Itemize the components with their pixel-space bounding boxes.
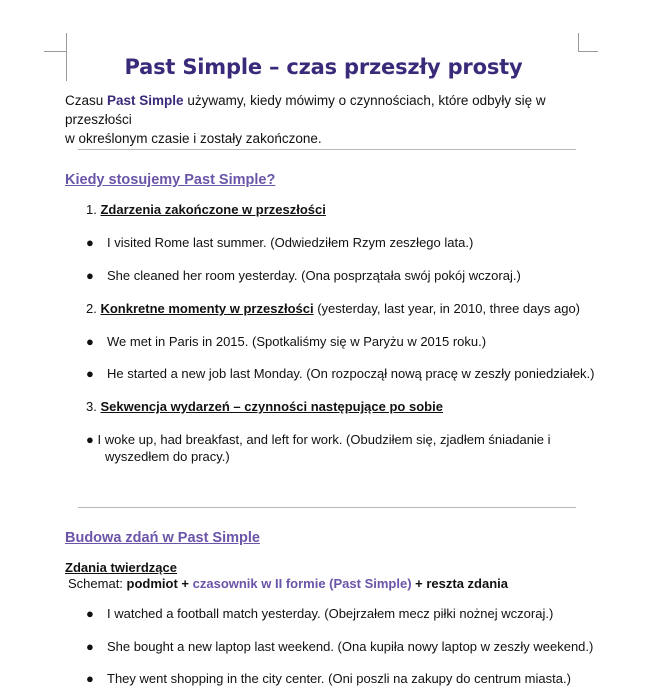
list-item-3-number: 3. — [86, 399, 101, 414]
structure-example-3-text: They went shopping in the city center. (Oni poszli na zakupy do centrum miasta.) — [107, 671, 571, 686]
section-heading-usage: Kiedy stosujemy Past Simple? — [65, 172, 276, 188]
page-title: Past Simple – czas przeszły prosty — [124, 55, 523, 79]
schema-plus-2: + — [411, 576, 427, 591]
list-item-2-extra: (yesterday, last year, in 2010, three days ago) — [313, 301, 580, 316]
example-2a — [86, 334, 486, 349]
intro-prefix: Czasu — [65, 93, 108, 108]
list-item-1-label: Zdarzenia zakończone w przeszłości — [100, 202, 326, 217]
list-item-2 — [86, 301, 580, 316]
example-2b-text: He started a new job last Monday. (On rozpoczął nową pracę w zeszły poniedziałek.) — [107, 366, 595, 381]
example-2b — [86, 366, 595, 381]
bullet-icon: ● — [86, 671, 94, 686]
structure-example-1 — [86, 606, 553, 621]
intro-term: Past Simple — [107, 93, 184, 108]
list-item-3 — [86, 399, 443, 414]
structure-example-1-text: I watched a football match yesterday. (Obejrzałem mecz piłki nożnej wczoraj.) — [107, 606, 554, 621]
schema-label: Schemat: — [68, 576, 127, 591]
intro-line2: w określonym czasie i zostały zakończone. — [65, 131, 322, 146]
structure-example-2 — [86, 639, 593, 654]
bullet-icon: ● — [86, 639, 94, 654]
crop-mark-right-horizontal — [578, 51, 598, 52]
intro-line1-rest: używamy, kiedy mówimy o czynnościach, które odbyły się w przeszłości — [65, 93, 546, 127]
divider-2 — [78, 507, 576, 508]
bullet-icon: ● — [86, 235, 94, 250]
intro-paragraph — [65, 91, 605, 148]
subheading-affirmative: Zdania twierdzące — [65, 560, 177, 575]
schema-verb: czasownik w II formie (Past Simple) — [192, 576, 412, 591]
list-item-1 — [86, 202, 326, 217]
bullet-icon: ● — [86, 334, 94, 349]
divider-1 — [78, 149, 576, 150]
list-item-2-number: 2. — [86, 301, 101, 316]
schema-line — [68, 576, 508, 591]
example-1a-text: I visited Rome last summer. (Odwiedziłem Rzym zeszłego lata.) — [107, 235, 474, 250]
structure-example-3 — [86, 671, 571, 686]
list-item-2-label: Konkretne momenty w przeszłości — [100, 301, 314, 316]
example-3-line1 — [86, 432, 551, 447]
list-item-1-number: 1. — [86, 202, 101, 217]
bullet-icon: ● — [86, 268, 94, 283]
example-1a — [86, 235, 473, 250]
list-item-3-label: Sekwencja wydarzeń – czynności następujące po sobie — [100, 399, 443, 414]
bullet-icon: ● — [86, 606, 94, 621]
bullet-icon: ● — [86, 366, 94, 381]
bullet-icon: ● — [86, 432, 94, 447]
example-2a-text: We met in Paris in 2015. (Spotkaliśmy się w Paryżu w 2015 roku.) — [107, 334, 487, 349]
crop-mark-left-horizontal — [44, 51, 66, 52]
example-3-text-1: I woke up, had breakfast, and left for work. (Obudziłem się, zjadłem śniadanie i — [97, 432, 551, 447]
schema-rest: reszta zdania — [426, 576, 509, 591]
schema-plus-1: + — [177, 576, 193, 591]
section-heading-structure: Budowa zdań w Past Simple — [65, 530, 260, 546]
structure-example-2-text: She bought a new laptop last weekend. (Ona kupiła nowy laptop w zeszły weekend.) — [107, 639, 594, 654]
example-3-line2: wyszedłem do pracy.) — [105, 449, 230, 464]
crop-mark-right-vertical — [578, 33, 579, 51]
example-1b-text: She cleaned her room yesterday. (Ona posprzątała swój pokój wczoraj.) — [107, 268, 521, 283]
example-1b — [86, 268, 521, 283]
schema-subject: podmiot — [126, 576, 178, 591]
